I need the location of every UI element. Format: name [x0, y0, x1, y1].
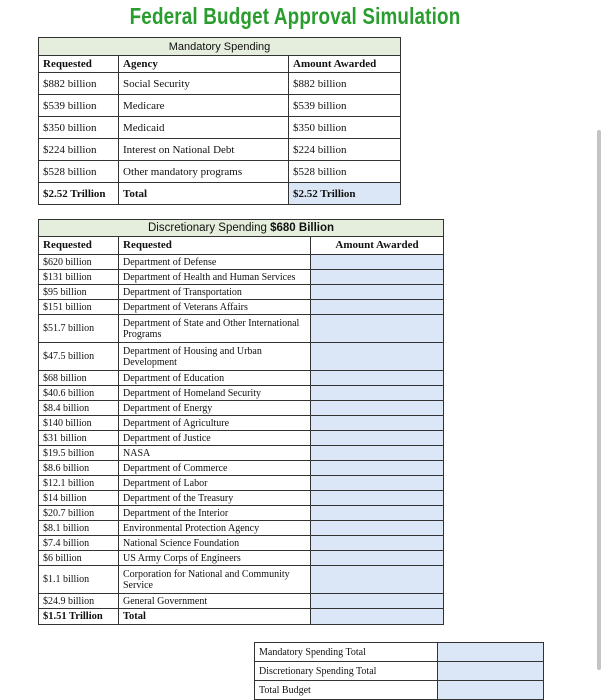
- requested-cell: $8.4 billion: [39, 401, 119, 416]
- table-row: [39, 461, 444, 476]
- table-row: [39, 416, 444, 431]
- requested-cell: $350 billion: [39, 117, 119, 139]
- table-row: [39, 117, 401, 139]
- requested-total: $2.52 Trillion: [39, 183, 119, 205]
- requested-cell: $7.4 billion: [39, 536, 119, 551]
- requested-cell: $1.1 billion: [39, 566, 119, 594]
- agency-cell: Department of Commerce: [119, 461, 311, 476]
- amount-awarded-input[interactable]: [311, 536, 444, 551]
- total-row: [39, 183, 401, 205]
- awarded-cell: $224 billion: [289, 139, 401, 161]
- requested-cell: $140 billion: [39, 416, 119, 431]
- requested-cell: $19.5 billion: [39, 446, 119, 461]
- table-row: [39, 270, 444, 285]
- amount-awarded-input[interactable]: [311, 270, 444, 285]
- amount-awarded-input[interactable]: [311, 551, 444, 566]
- amount-awarded-input[interactable]: [311, 521, 444, 536]
- requested-cell: $12.1 billion: [39, 476, 119, 491]
- amount-awarded-input[interactable]: [311, 285, 444, 300]
- agency-cell: Medicaid: [119, 117, 289, 139]
- table-row: [39, 431, 444, 446]
- requested-cell: $47.5 billion: [39, 343, 119, 371]
- agency-cell: Environmental Protection Agency: [119, 521, 311, 536]
- table-row: [39, 491, 444, 506]
- mandatory-heading: Mandatory Spending: [39, 38, 401, 56]
- amount-awarded-input[interactable]: [311, 386, 444, 401]
- table-row: [255, 662, 544, 681]
- agency-cell: Department of the Treasury: [119, 491, 311, 506]
- agency-cell: US Army Corps of Engineers: [119, 551, 311, 566]
- table-row: [39, 566, 444, 594]
- table-row: [39, 255, 444, 270]
- agency-cell: National Science Foundation: [119, 536, 311, 551]
- awarded-cell: $350 billion: [289, 117, 401, 139]
- agency-cell: Department of Justice: [119, 431, 311, 446]
- mandatory-total-input[interactable]: [438, 643, 544, 662]
- amount-awarded-input[interactable]: [311, 491, 444, 506]
- table-row: [39, 536, 444, 551]
- requested-cell: $6 billion: [39, 551, 119, 566]
- requested-cell: $528 billion: [39, 161, 119, 183]
- requested-cell: $14 billion: [39, 491, 119, 506]
- total-label: Total: [119, 609, 311, 625]
- requested-total: $1.51 Trillion: [39, 609, 119, 625]
- col-amount-awarded: Amount Awarded: [311, 237, 444, 255]
- table-row: [39, 139, 401, 161]
- col-requested: Requested: [39, 56, 119, 73]
- requested-cell: $151 billion: [39, 300, 119, 315]
- col-agency: Agency: [119, 56, 289, 73]
- amount-awarded-input[interactable]: [311, 566, 444, 594]
- discretionary-heading: [39, 220, 444, 237]
- requested-cell: $224 billion: [39, 139, 119, 161]
- table-row: [39, 401, 444, 416]
- amount-awarded-input[interactable]: [311, 371, 444, 386]
- table-row: [39, 95, 401, 117]
- requested-cell: $68 billion: [39, 371, 119, 386]
- discretionary-heading-label: Discretionary Spending: [148, 221, 267, 234]
- discretionary-rows: [39, 255, 444, 609]
- agency-cell: Department of State and Other International Programs: [119, 315, 311, 343]
- agency-cell: Medicare: [119, 95, 289, 117]
- agency-cell: Department of Energy: [119, 401, 311, 416]
- requested-cell: $24.9 billion: [39, 594, 119, 609]
- amount-awarded-input[interactable]: [311, 506, 444, 521]
- amount-awarded-input[interactable]: [311, 343, 444, 371]
- table-row: [39, 386, 444, 401]
- summary-label: Mandatory Spending Total: [255, 643, 438, 662]
- amount-awarded-input[interactable]: [311, 401, 444, 416]
- agency-cell: Interest on National Debt: [119, 139, 289, 161]
- agency-cell: Department of Labor: [119, 476, 311, 491]
- agency-cell: Department of Agriculture: [119, 416, 311, 431]
- amount-awarded-input[interactable]: [311, 255, 444, 270]
- table-row: [39, 476, 444, 491]
- page-title: Federal Budget Approval Simulation: [129, 3, 461, 29]
- amount-awarded-input[interactable]: [311, 416, 444, 431]
- agency-cell: Social Security: [119, 73, 289, 95]
- table-row: [39, 506, 444, 521]
- awarded-cell: $882 billion: [289, 73, 401, 95]
- agency-cell: Department of Health and Human Services: [119, 270, 311, 285]
- summary-label: Discretionary Spending Total: [255, 662, 438, 681]
- agency-cell: General Government: [119, 594, 311, 609]
- amount-awarded-input[interactable]: [311, 431, 444, 446]
- table-row: [39, 371, 444, 386]
- table-row: [39, 521, 444, 536]
- table-row: [39, 315, 444, 343]
- requested-cell: $882 billion: [39, 73, 119, 95]
- table-row: [39, 73, 401, 95]
- awarded-total-input[interactable]: [311, 609, 444, 625]
- table-row: [39, 285, 444, 300]
- requested-cell: $620 billion: [39, 255, 119, 270]
- agency-cell: Department of Veterans Affairs: [119, 300, 311, 315]
- requested-cell: $8.1 billion: [39, 521, 119, 536]
- summary-label: Total Budget: [255, 681, 438, 700]
- requested-cell: $20.7 billion: [39, 506, 119, 521]
- amount-awarded-input[interactable]: [311, 461, 444, 476]
- agency-cell: Department of the Interior: [119, 506, 311, 521]
- agency-cell: Department of Transportation: [119, 285, 311, 300]
- table-row: [255, 643, 544, 662]
- awarded-cell: $539 billion: [289, 95, 401, 117]
- amount-awarded-input[interactable]: [311, 315, 444, 343]
- agency-cell: Department of Education: [119, 371, 311, 386]
- requested-cell: $539 billion: [39, 95, 119, 117]
- requested-cell: $8.6 billion: [39, 461, 119, 476]
- col-requested-agency: Requested: [119, 237, 311, 255]
- discretionary-total-input[interactable]: [438, 662, 544, 681]
- total-row: [39, 609, 444, 625]
- col-amount-awarded: Amount Awarded: [289, 56, 401, 73]
- awarded-total: $2.52 Trillion: [289, 183, 401, 205]
- requested-cell: $51.7 billion: [39, 315, 119, 343]
- agency-cell: NASA: [119, 446, 311, 461]
- requested-cell: $95 billion: [39, 285, 119, 300]
- amount-awarded-input[interactable]: [311, 300, 444, 315]
- table-row: [39, 300, 444, 315]
- table-row: [39, 446, 444, 461]
- table-row: [39, 343, 444, 371]
- col-requested: Requested: [39, 237, 119, 255]
- requested-cell: $31 billion: [39, 431, 119, 446]
- table-row: [39, 161, 401, 183]
- table-row: [39, 551, 444, 566]
- agency-cell: Corporation for National and Community Service: [119, 566, 311, 594]
- total-label: Total: [119, 183, 289, 205]
- awarded-cell: $528 billion: [289, 161, 401, 183]
- amount-awarded-input[interactable]: [311, 594, 444, 609]
- requested-cell: $131 billion: [39, 270, 119, 285]
- amount-awarded-input[interactable]: [311, 446, 444, 461]
- agency-cell: Department of Defense: [119, 255, 311, 270]
- agency-cell: Other mandatory programs: [119, 161, 289, 183]
- total-budget-input[interactable]: [438, 681, 544, 700]
- discretionary-heading-amount: $680 Billion: [270, 221, 335, 234]
- requested-cell: $40.6 billion: [39, 386, 119, 401]
- agency-cell: Department of Homeland Security: [119, 386, 311, 401]
- amount-awarded-input[interactable]: [311, 476, 444, 491]
- budget-summary-table: [254, 642, 544, 700]
- table-row: [39, 594, 444, 609]
- table-row: [255, 681, 544, 700]
- discretionary-spending-table: [38, 219, 444, 625]
- agency-cell: Department of Housing and Urban Development: [119, 343, 311, 371]
- mandatory-spending-table: [38, 37, 401, 205]
- vertical-scrollbar[interactable]: [597, 130, 601, 670]
